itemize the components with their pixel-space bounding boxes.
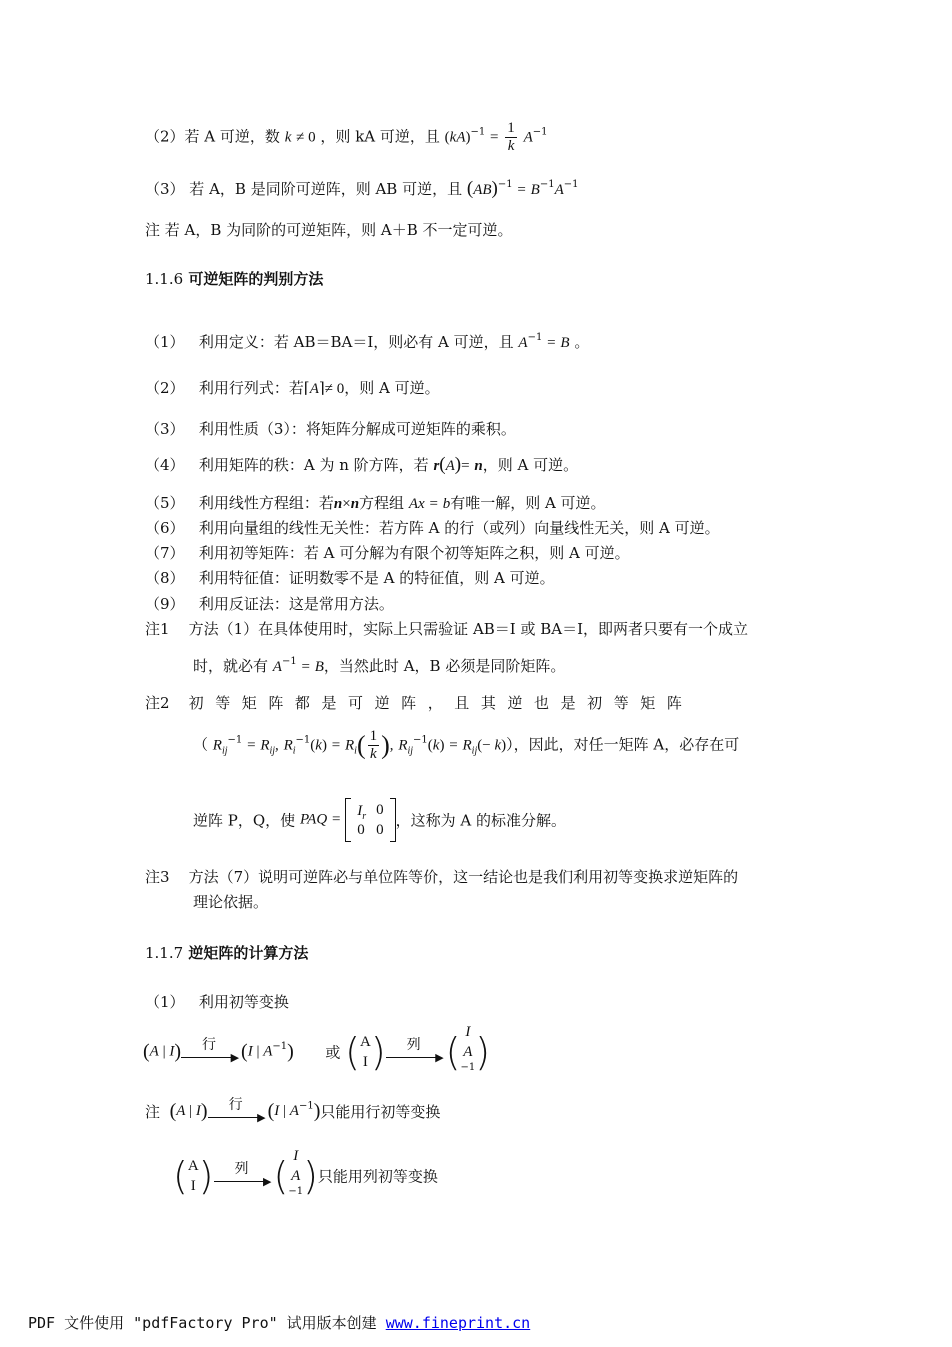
section-heading-1-1-7: 1.1.7 逆矩阵的计算方法 xyxy=(145,944,309,962)
calc-method-1: （1） 利用初等变换 xyxy=(145,993,289,1011)
note-1-continued: 时，就必有 $A^{-1} = B$，当然此时 A，B 必须是同阶矩阵。 xyxy=(193,656,566,675)
method-8: （8） 利用特征值：证明数零不是 A 的特征值，则 A 可逆。 xyxy=(145,569,555,587)
property-3-line: （3） 若 A，B 是同阶可逆阵，则 AB 可逆，且 $(AB)^{-1} = B^{-1}A^{-1}$ xyxy=(145,178,579,199)
fineprint-link[interactable]: www.fineprint.cn xyxy=(385,1314,531,1332)
method-7: （7） 利用初等矩阵：若 A 可分解为有限个初等矩阵之积，则 A 可逆。 xyxy=(145,544,630,562)
property-2-line: （2）若 A 可逆，数 k ≠ 0 ，则 kA 可逆，且 (kA)$^{-1}$ = $\frac{1}{k}$ $A^{-1}$ xyxy=(145,120,548,154)
note-3: 注3 方法（7）说明可逆阵必与单位阵等价，这一结论也是我们利用初等变换求逆矩阵的 xyxy=(145,868,739,886)
pdf-footer: PDF 文件使用 "pdfFactory Pro" 试用版本创建 www.fineprint.cn xyxy=(28,1314,531,1332)
section-heading-1-1-6: 1.1.6 可逆矩阵的判别方法 xyxy=(145,270,324,288)
row-arrow: 行 ▶ xyxy=(181,1042,241,1062)
note-3-continued: 理论依据。 xyxy=(193,893,269,911)
column-arrow: 列 ▶ xyxy=(386,1042,446,1062)
method-6: （6） 利用向量组的线性无关性：若方阵 A 的行（或列）向量线性无关，则 A 可逆。 xyxy=(145,519,720,537)
note-2: 注2 初 等 矩 阵 都 是 可 逆 阵 ， 且 其 逆 也 是 初 等 矩 阵 xyxy=(145,694,686,712)
note-1: 注1 方法（1）在具体使用时，实际上只需验证 AB＝I 或 BA＝I，即两者只要有一个成立 xyxy=(145,620,749,638)
standard-form-matrix: $I_r$ 0 0 0 xyxy=(345,798,395,842)
elementary-transform-formula: (A | I) 行 ▶ (I | $A^{-1}$) 或 ( A I ) 列 ▶ ( I A $^{-1}$ ) xyxy=(143,1024,491,1074)
note-sum-not-invertible: 注 若 A，B 为同阶的可逆矩阵，则 A＋B 不一定可逆。 xyxy=(145,221,513,239)
note-column-transform-only: ( A I ) 列 ▶ ( I A $^{-1}$ )只能用列初等变换 xyxy=(173,1148,438,1198)
note-2-standard-decomposition: 逆阵 P，Q，使 PAQ = $I_r$ 0 0 0 ，这称为 A 的标准分解。 xyxy=(193,798,566,842)
method-1: （1） 利用定义：若 AB＝BA＝I，则必有 A 可逆，且 $A^{-1} = B$ 。 xyxy=(145,332,590,351)
note-2-elementary-inverses: （ $R_{ij}^{-1} = R_{ij}$, $R_i^{-1}(k) = R_i$( $\frac{1}{k}$ ), $R_{ij}^{-1}(k) = R_{ij}(- k)$），因此，对任一矩阵 A，必存在可 xyxy=(193,728,740,762)
method-4: （4） 利用矩阵的秩：A 为 n 阶方阵，若 r(A)= n，则 A 可逆。 xyxy=(145,454,579,475)
method-3: （3） 利用性质（3）：将矩阵分解成可逆矩阵的乘积。 xyxy=(145,420,516,438)
method-2: （2） 利用行列式：若⌈A⌉≠ 0，则 A 可逆。 xyxy=(145,379,440,397)
method-9: （9） 利用反证法：这是常用方法。 xyxy=(145,595,394,613)
note-row-transform-only: 注 (A | I) 行 ▶ (I | $A^{-1}$)只能用行初等变换 xyxy=(145,1096,441,1124)
fraction-one-over-k: $\frac{1}{k}$ xyxy=(507,120,515,154)
method-5: （5） 利用线性方程组：若n×n方程组 Ax = b有唯一解，则 A 可逆。 xyxy=(145,494,606,512)
